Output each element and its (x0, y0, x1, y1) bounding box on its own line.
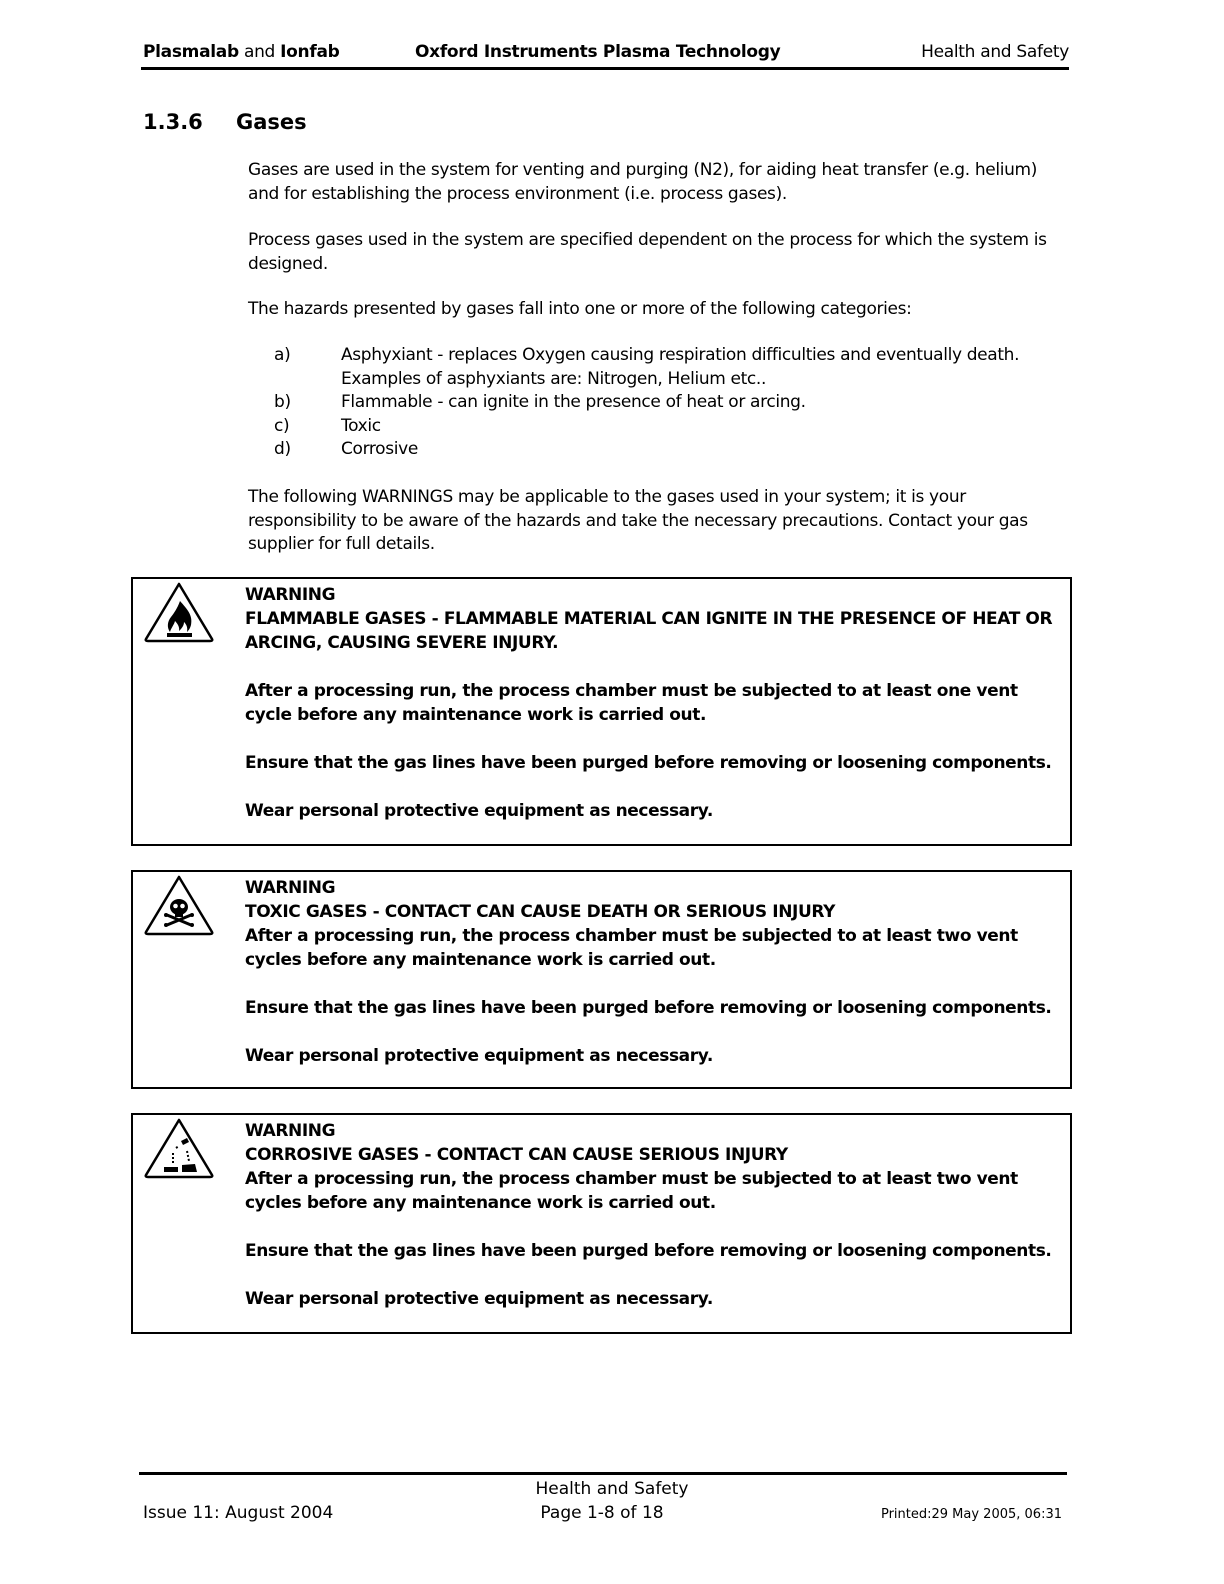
list-item (274, 391, 1074, 415)
header-company: Oxford Instruments Plasma Technology (415, 42, 781, 62)
footer-section: Health and Safety (535, 1479, 689, 1499)
section-title: Gases (236, 110, 307, 134)
warning-instruction: Ensure that the gas lines have been purged before removing or loosening components. (245, 998, 1052, 1018)
header-product (143, 42, 339, 62)
warning-instruction: Ensure that the gas lines have been purged before removing or loosening components. (245, 753, 1052, 773)
toxic-icon (143, 874, 215, 936)
paragraph: Gases are used in the system for venting and purging (N2), for aiding heat transfer (e.g. helium) and for establishing the process environment (i.e. process gases). (248, 160, 1038, 204)
page-header (143, 42, 1069, 68)
footer-printed-date: Printed:29 May 2005, 06:31 (880, 1507, 1062, 1522)
list-marker: b) (274, 392, 291, 412)
list-marker: d) (274, 439, 291, 459)
header-product-and: and (238, 42, 281, 62)
list-text: Flammable - can ignite in the presence of heat or arcing. (341, 392, 806, 412)
warning-instruction: After a processing run, the process chamber must be subjected to at least two vent cycles before any maintenance work is carried out. (245, 926, 1018, 970)
header-product-plasmalab: Plasmalab (143, 42, 239, 62)
warning-instruction: Wear personal protective equipment as necessary. (245, 801, 713, 821)
warning-label: WARNING (245, 878, 336, 898)
warning-label: WARNING (245, 585, 336, 605)
warning-box-flammable (131, 577, 1072, 846)
list-item (274, 438, 1074, 462)
flammable-icon (143, 581, 215, 643)
list-marker: c) (274, 415, 290, 436)
warning-instruction: Wear personal protective equipment as necessary. (245, 1046, 713, 1066)
list-item (274, 415, 1074, 439)
section-number: 1.3.6 (143, 110, 203, 134)
warning-headline: CORROSIVE GASES - CONTACT CAN CAUSE SERIOUS INJURY (245, 1145, 788, 1165)
hazard-list (274, 344, 1074, 462)
list-text: Asphyxiant - replaces Oxygen causing respiration difficulties and eventually death. Examples of asphyxiants are: Nitrogen, Helium etc.. (341, 345, 1020, 389)
header-chapter: Health and Safety (921, 42, 1069, 62)
warning-box-toxic (131, 870, 1072, 1089)
footer-page-number: Page 1-8 of 18 (540, 1503, 664, 1523)
footer-issue: Issue 11: August 2004 (143, 1503, 334, 1523)
warning-label: WARNING (245, 1121, 336, 1141)
warning-headline: FLAMMABLE GASES - FLAMMABLE MATERIAL CAN IGNITE IN THE PRESENCE OF HEAT OR ARCING, CAUSING SEVERE INJURY. (245, 609, 1053, 653)
list-text: Toxic (341, 415, 381, 436)
warning-content (245, 876, 1060, 1068)
paragraph: Process gases used in the system are specified dependent on the process for which the system is designed. (248, 230, 1047, 274)
paragraph: The hazards presented by gases fall into one or more of the following categories: (248, 299, 912, 319)
corrosive-icon (143, 1117, 215, 1179)
warning-content (245, 583, 1060, 823)
list-text: Corrosive (341, 439, 418, 459)
list-marker: a) (274, 345, 291, 365)
warning-instruction: Ensure that the gas lines have been purged before removing or loosening components. (245, 1241, 1052, 1261)
footer-rule (139, 1472, 1067, 1475)
warning-instruction: After a processing run, the process chamber must be subjected to at least two vent cycles before any maintenance work is carried out. (245, 1169, 1018, 1213)
warning-instruction: After a processing run, the process chamber must be subjected to at least one vent cycle before any maintenance work is carried out. (245, 681, 1018, 725)
warning-instruction: Wear personal protective equipment as necessary. (245, 1289, 713, 1309)
paragraph: The following WARNINGS may be applicable to the gases used in your system; it is your responsibility to be aware of the hazards and take the necessary precautions. Contact your gas supplier for full details. (248, 487, 1028, 554)
header-rule (141, 67, 1069, 70)
list-item (274, 344, 1074, 391)
warning-box-corrosive (131, 1113, 1072, 1334)
warning-content (245, 1119, 1060, 1311)
header-product-ionfab: Ionfab (280, 42, 340, 62)
warning-headline: TOXIC GASES - CONTACT CAN CAUSE DEATH OR SERIOUS INJURY (245, 902, 836, 922)
